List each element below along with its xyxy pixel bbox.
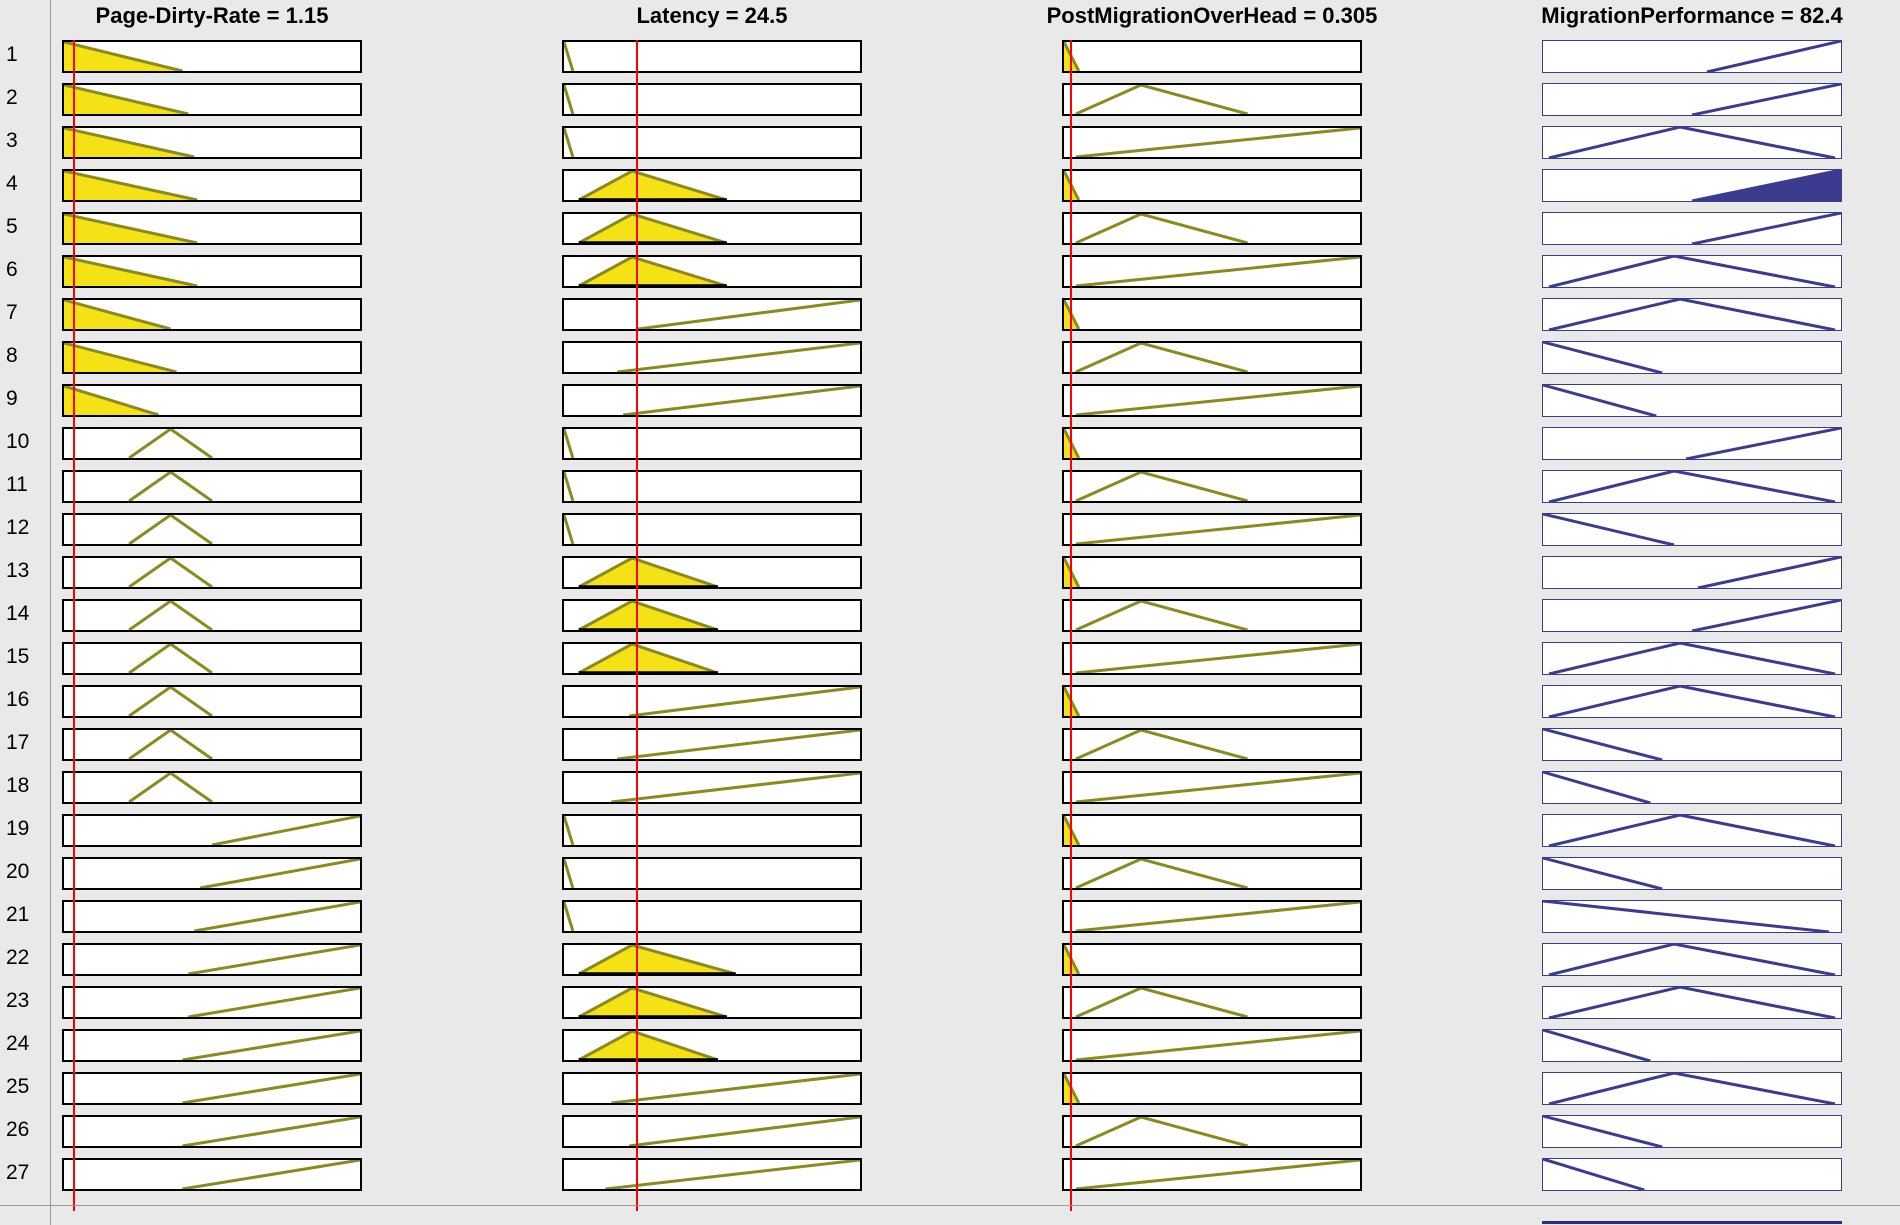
mf-cell-latency-rule-25 xyxy=(562,1072,862,1105)
mf-cell-page-dirty-rate-rule-21 xyxy=(62,900,362,933)
mf-cell-post-migration-overhead-rule-3 xyxy=(1062,126,1362,159)
mf-cell-page-dirty-rate-rule-22 xyxy=(62,943,362,976)
rule-number: 15 xyxy=(6,645,30,668)
mf-cell-latency-rule-8 xyxy=(562,341,862,374)
rule-number: 16 xyxy=(6,688,30,711)
mf-cell-latency-rule-24 xyxy=(562,1029,862,1062)
mf-cell-latency-rule-26 xyxy=(562,1115,862,1148)
column-title-post-migration-overhead: PostMigrationOverHead = 0.305 xyxy=(1046,3,1378,28)
mf-cell-migration-performance-rule-21 xyxy=(1542,900,1842,933)
mf-cell-migration-performance-rule-25 xyxy=(1542,1072,1842,1105)
rule-number: 7 xyxy=(6,301,18,324)
rule-number: 8 xyxy=(6,344,18,367)
mf-cell-latency-rule-22 xyxy=(562,943,862,976)
mf-cell-post-migration-overhead-rule-20 xyxy=(1062,857,1362,890)
column-title-page-dirty-rate: Page-Dirty-Rate = 1.15 xyxy=(95,3,329,28)
mf-cell-latency-rule-15 xyxy=(562,642,862,675)
mf-cell-migration-performance-rule-10 xyxy=(1542,427,1842,460)
mf-cell-post-migration-overhead-rule-18 xyxy=(1062,771,1362,804)
mf-cell-page-dirty-rate-rule-15 xyxy=(62,642,362,675)
rule-number: 26 xyxy=(6,1118,30,1141)
mf-cell-post-migration-overhead-rule-9 xyxy=(1062,384,1362,417)
rule-number: 10 xyxy=(6,430,30,453)
rule-number: 24 xyxy=(6,1032,30,1055)
rule-number: 19 xyxy=(6,817,30,840)
input-indicator-page-dirty-rate[interactable] xyxy=(73,40,75,1211)
mf-cell-migration-performance-rule-23 xyxy=(1542,986,1842,1019)
mf-cell-latency-rule-9 xyxy=(562,384,862,417)
rule-number: 27 xyxy=(6,1161,30,1184)
mf-cell-latency-rule-5 xyxy=(562,212,862,245)
mf-cell-migration-performance-rule-20 xyxy=(1542,857,1842,890)
mf-cell-latency-rule-13 xyxy=(562,556,862,589)
mf-cell-post-migration-overhead-rule-5 xyxy=(1062,212,1362,245)
mf-cell-page-dirty-rate-rule-14 xyxy=(62,599,362,632)
mf-cell-latency-rule-7 xyxy=(562,298,862,331)
mf-cell-page-dirty-rate-rule-20 xyxy=(62,857,362,890)
mf-cell-latency-rule-17 xyxy=(562,728,862,761)
mf-cell-latency-rule-2 xyxy=(562,83,862,116)
rule-number: 20 xyxy=(6,860,30,883)
mf-cell-migration-performance-rule-9 xyxy=(1542,384,1842,417)
mf-cell-migration-performance-rule-15 xyxy=(1542,642,1842,675)
rule-number: 2 xyxy=(6,86,18,109)
rule-number: 21 xyxy=(6,903,30,926)
mf-cell-migration-performance-rule-4 xyxy=(1542,169,1842,202)
mf-cell-post-migration-overhead-rule-17 xyxy=(1062,728,1362,761)
rule-number: 4 xyxy=(6,172,18,195)
mf-cell-page-dirty-rate-rule-13 xyxy=(62,556,362,589)
mf-cell-page-dirty-rate-rule-26 xyxy=(62,1115,362,1148)
rule-number: 1 xyxy=(6,43,18,66)
mf-cell-latency-rule-10 xyxy=(562,427,862,460)
mf-cell-post-migration-overhead-rule-21 xyxy=(1062,900,1362,933)
mf-cell-latency-rule-16 xyxy=(562,685,862,718)
mf-cell-page-dirty-rate-rule-12 xyxy=(62,513,362,546)
mf-cell-post-migration-overhead-rule-24 xyxy=(1062,1029,1362,1062)
mf-cell-latency-rule-18 xyxy=(562,771,862,804)
mf-cell-migration-performance-rule-27 xyxy=(1542,1158,1842,1191)
mf-cell-post-migration-overhead-rule-15 xyxy=(1062,642,1362,675)
input-indicator-post-migration-overhead[interactable] xyxy=(1070,40,1072,1211)
mf-cell-latency-rule-6 xyxy=(562,255,862,288)
mf-cell-post-migration-overhead-rule-22 xyxy=(1062,943,1362,976)
rule-number: 23 xyxy=(6,989,30,1012)
mf-cell-post-migration-overhead-rule-11 xyxy=(1062,470,1362,503)
bottom-divider xyxy=(0,1205,1900,1206)
mf-cell-migration-performance-rule-22 xyxy=(1542,943,1842,976)
mf-cell-post-migration-overhead-rule-1 xyxy=(1062,40,1362,73)
rule-number: 17 xyxy=(6,731,30,754)
mf-cell-page-dirty-rate-rule-17 xyxy=(62,728,362,761)
mf-cell-post-migration-overhead-rule-12 xyxy=(1062,513,1362,546)
input-indicator-latency[interactable] xyxy=(636,40,638,1211)
mf-cell-post-migration-overhead-rule-13 xyxy=(1062,556,1362,589)
mf-cell-migration-performance-rule-5 xyxy=(1542,212,1842,245)
mf-cell-migration-performance-rule-1 xyxy=(1542,40,1842,73)
column-title-migration-performance: MigrationPerformance = 82.4 xyxy=(1541,3,1843,28)
mf-cell-migration-performance-rule-8 xyxy=(1542,341,1842,374)
rule-number: 14 xyxy=(6,602,30,625)
mf-cell-latency-rule-19 xyxy=(562,814,862,847)
mf-cell-page-dirty-rate-rule-16 xyxy=(62,685,362,718)
mf-cell-latency-rule-11 xyxy=(562,470,862,503)
mf-cell-migration-performance-rule-18 xyxy=(1542,771,1842,804)
mf-cell-post-migration-overhead-rule-27 xyxy=(1062,1158,1362,1191)
mf-cell-migration-performance-rule-12 xyxy=(1542,513,1842,546)
mf-cell-page-dirty-rate-rule-24 xyxy=(62,1029,362,1062)
mf-cell-page-dirty-rate-rule-7 xyxy=(62,298,362,331)
mf-cell-latency-rule-14 xyxy=(562,599,862,632)
mf-cell-post-migration-overhead-rule-2 xyxy=(1062,83,1362,116)
rule-number: 22 xyxy=(6,946,30,969)
mf-cell-latency-rule-12 xyxy=(562,513,862,546)
mf-cell-page-dirty-rate-rule-4 xyxy=(62,169,362,202)
mf-cell-page-dirty-rate-rule-18 xyxy=(62,771,362,804)
mf-cell-latency-rule-1 xyxy=(562,40,862,73)
rule-number: 5 xyxy=(6,215,18,238)
mf-cell-latency-rule-27 xyxy=(562,1158,862,1191)
mf-cell-post-migration-overhead-rule-14 xyxy=(1062,599,1362,632)
mf-cell-page-dirty-rate-rule-3 xyxy=(62,126,362,159)
mf-cell-latency-rule-4 xyxy=(562,169,862,202)
rule-number: 18 xyxy=(6,774,30,797)
rule-number: 12 xyxy=(6,516,30,539)
mf-cell-post-migration-overhead-rule-10 xyxy=(1062,427,1362,460)
mf-cell-migration-performance-rule-2 xyxy=(1542,83,1842,116)
mf-cell-page-dirty-rate-rule-5 xyxy=(62,212,362,245)
mf-cell-page-dirty-rate-rule-27 xyxy=(62,1158,362,1191)
mf-cell-migration-performance-rule-7 xyxy=(1542,298,1842,331)
aggregate-output-baseline xyxy=(1542,1221,1842,1224)
mf-cell-page-dirty-rate-rule-6 xyxy=(62,255,362,288)
mf-cell-page-dirty-rate-rule-8 xyxy=(62,341,362,374)
mf-cell-page-dirty-rate-rule-23 xyxy=(62,986,362,1019)
mf-cell-migration-performance-rule-17 xyxy=(1542,728,1842,761)
mf-cell-post-migration-overhead-rule-16 xyxy=(1062,685,1362,718)
mf-cell-migration-performance-rule-6 xyxy=(1542,255,1842,288)
rule-number: 25 xyxy=(6,1075,30,1098)
mf-cell-migration-performance-rule-14 xyxy=(1542,599,1842,632)
mf-cell-migration-performance-rule-16 xyxy=(1542,685,1842,718)
mf-cell-migration-performance-rule-13 xyxy=(1542,556,1842,589)
mf-cell-post-migration-overhead-rule-26 xyxy=(1062,1115,1362,1148)
mf-cell-post-migration-overhead-rule-4 xyxy=(1062,169,1362,202)
mf-cell-migration-performance-rule-19 xyxy=(1542,814,1842,847)
mf-cell-migration-performance-rule-11 xyxy=(1542,470,1842,503)
rule-number: 6 xyxy=(6,258,18,281)
mf-cell-page-dirty-rate-rule-2 xyxy=(62,83,362,116)
mf-cell-page-dirty-rate-rule-19 xyxy=(62,814,362,847)
mf-cell-post-migration-overhead-rule-7 xyxy=(1062,298,1362,331)
mf-cell-post-migration-overhead-rule-19 xyxy=(1062,814,1362,847)
mf-cell-latency-rule-3 xyxy=(562,126,862,159)
mf-cell-latency-rule-21 xyxy=(562,900,862,933)
mf-cell-page-dirty-rate-rule-9 xyxy=(62,384,362,417)
rule-number: 9 xyxy=(6,387,18,410)
mf-cell-page-dirty-rate-rule-10 xyxy=(62,427,362,460)
mf-cell-page-dirty-rate-rule-25 xyxy=(62,1072,362,1105)
mf-cell-post-migration-overhead-rule-6 xyxy=(1062,255,1362,288)
column-title-latency: Latency = 24.5 xyxy=(636,3,788,28)
mf-cell-latency-rule-20 xyxy=(562,857,862,890)
mf-cell-migration-performance-rule-26 xyxy=(1542,1115,1842,1148)
mf-cell-page-dirty-rate-rule-11 xyxy=(62,470,362,503)
rule-number: 11 xyxy=(6,473,28,496)
mf-cell-migration-performance-rule-24 xyxy=(1542,1029,1842,1062)
rule-number: 3 xyxy=(6,129,18,152)
mf-cell-post-migration-overhead-rule-8 xyxy=(1062,341,1362,374)
mf-cell-page-dirty-rate-rule-1 xyxy=(62,40,362,73)
mf-cell-migration-performance-rule-3 xyxy=(1542,126,1842,159)
mf-cell-post-migration-overhead-rule-25 xyxy=(1062,1072,1362,1105)
mf-cell-latency-rule-23 xyxy=(562,986,862,1019)
rule-number: 13 xyxy=(6,559,30,582)
mf-cell-post-migration-overhead-rule-23 xyxy=(1062,986,1362,1019)
